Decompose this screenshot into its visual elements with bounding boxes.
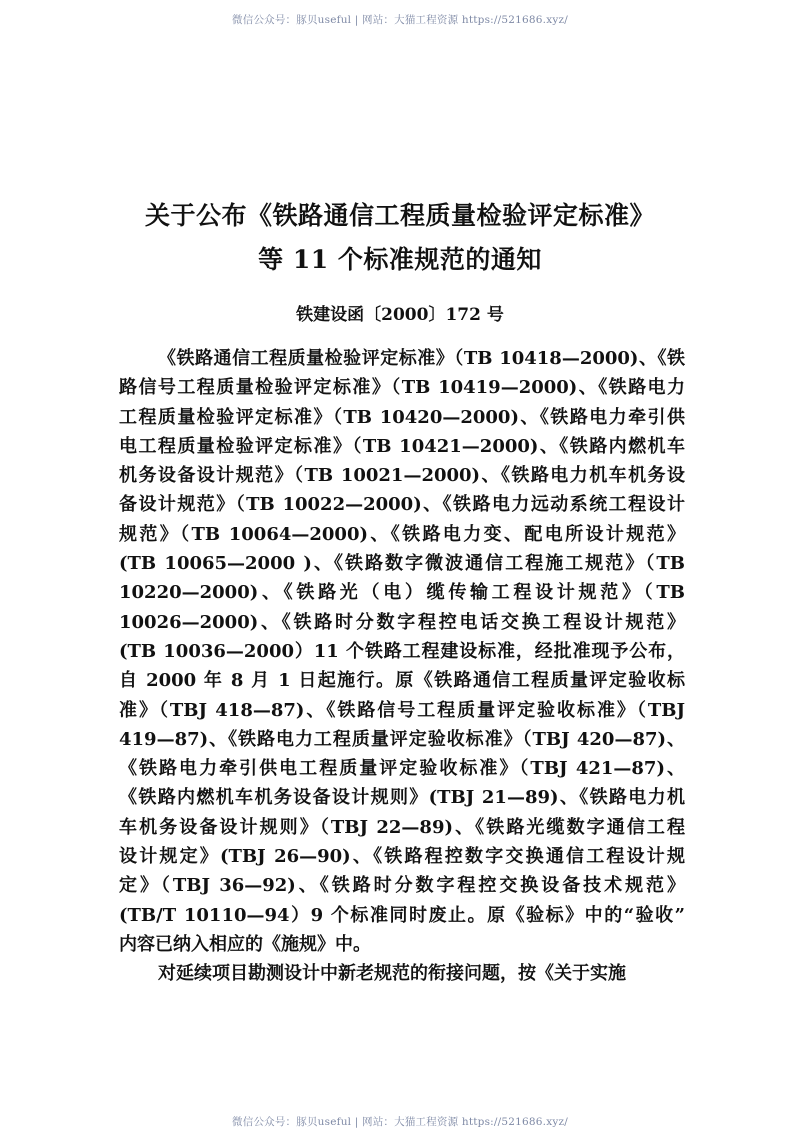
paragraph-line: 机务设备设计规范》（TB 10021—2000)、《铁路电力机车机务设: [119, 465, 685, 487]
paragraph-line: (TB 10065—2000 )、《铁路数字微波通信工程施工规范》（TB: [119, 553, 685, 575]
paragraph-line: 《铁路电力牵引供电工程质量评定验收标准》（TBJ 421—87)、: [119, 758, 685, 780]
paragraph-line: 电工程质量检验评定标准》（TB 10421—2000)、《铁路内燃机车: [119, 435, 685, 457]
document-number: 铁建设函〔2000〕172 号: [296, 305, 504, 325]
paragraph-line: 定》（TBJ 36—92)、《铁路时分数字程控交换设备技术规范》: [119, 875, 685, 897]
paragraph-line: 准》（TBJ 418—87)、《铁路信号工程质量评定验收标准》（TBJ: [119, 699, 685, 721]
paragraph-line: 路信号工程质量检验评定标准》（TB 10419—2000)、《铁路电力: [119, 377, 685, 399]
paragraph-line: 规范》（TB 10064—2000)、《铁路电力变、配电所设计规范》: [119, 523, 685, 545]
paragraph-line: 设计规定》(TBJ 26—90)、《铁路程控数字交换通信工程设计规: [119, 846, 685, 868]
paragraph-line: 备设计规范》（TB 10022—2000)、《铁路电力远动系统工程设计: [119, 494, 685, 516]
title-line-2: 等 11 个标准规范的通知: [258, 245, 542, 274]
paragraph-line: 对延续项目勘测设计中新老规范的衔接问题，按《关于实施: [158, 963, 626, 985]
paragraph-line: 车机务设备设计规则》（TBJ 22—89)、《铁路光缆数字通信工程: [119, 816, 685, 838]
paragraph-line: 《铁路内燃机车机务设备设计规则》(TBJ 21—89)、《铁路电力机: [119, 787, 685, 809]
body-text: [119, 344, 685, 989]
paragraph-line: 419—87)、《铁路电力工程质量评定验收标准》（TBJ 420—87)、: [119, 728, 685, 750]
paragraph-line: 10026—2000)、《铁路时分数字程控电话交换工程设计规范》: [119, 611, 685, 633]
paragraph-line: (TB/T 10110—94）9 个标准同时废止。原《验标》中的“验收”: [119, 904, 685, 926]
title-line-1: 关于公布《铁路通信工程质量检验评定标准》: [144, 201, 655, 230]
paragraph-line: (TB 10036—2000）11 个铁路工程建设标准，经批准现予公布，: [119, 640, 685, 662]
watermark-bottom: 微信公众号：豚贝useful | 网站：大猫工程资源 https://521686.xyz/: [232, 1116, 568, 1128]
paragraph-line: 工程质量检验评定标准》（TB 10420—2000)、《铁路电力牵引供: [119, 406, 685, 428]
paragraph-line: 自 2000 年 8 月 1 日起施行。原《铁路通信工程质量评定验收标: [119, 670, 685, 692]
watermark-top: 微信公众号：豚贝useful | 网站：大猫工程资源 https://521686.xyz/: [232, 14, 568, 26]
paragraph-line: 内容已纳入相应的《施规》中。: [119, 933, 371, 955]
paragraph-line: 《铁路通信工程质量检验评定标准》（TB 10418—2000)、《铁: [158, 348, 685, 369]
paragraph-line: 10220—2000)、《铁路光（电）缆传输工程设计规范》（TB: [119, 582, 685, 604]
